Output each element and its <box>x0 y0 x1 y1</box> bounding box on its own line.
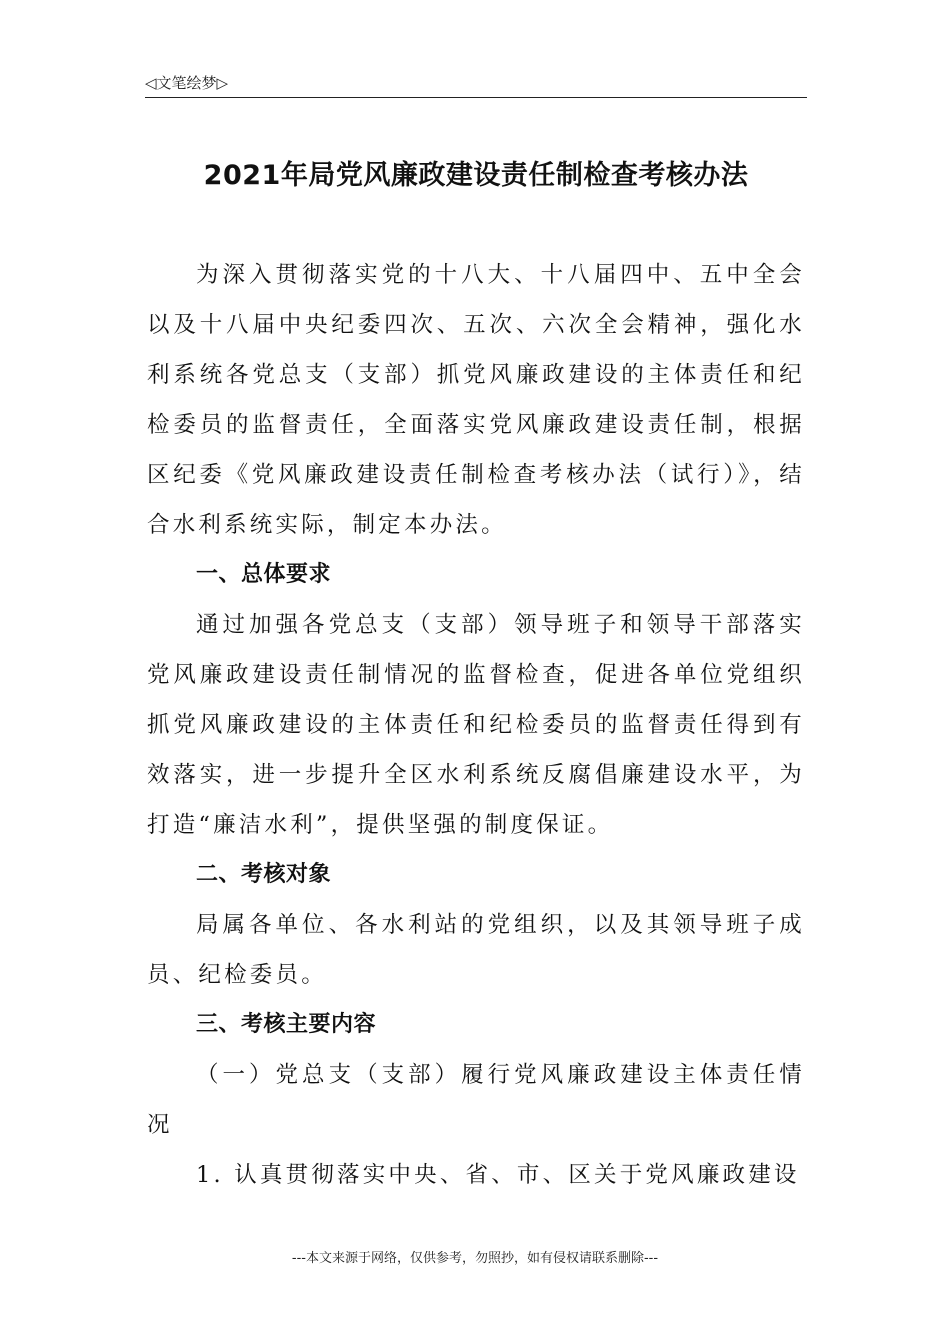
subsection-heading-party-responsibility: （一）党总支（支部）履行党风廉政建设主体责任情况 <box>147 1062 805 1138</box>
section-heading-general-requirements: 一、总体要求 <box>196 562 332 587</box>
document-title: 2021年局党风廉政建设责任制检查考核办法 <box>203 160 749 191</box>
header-divider <box>145 97 807 98</box>
assessment-targets-paragraph: 局属各单位、各水利站的党组织，以及其领导班子成员、纪检委员。 <box>147 912 805 988</box>
section-heading-main-content: 三、考核主要内容 <box>196 1012 377 1037</box>
intro-paragraph: 为深入贯彻落实党的十八大、十八届四中、五中全会以及十八届中央纪委四次、五次、六次全会精神，强化水利系统各党总支（支部）抓党风廉政建设的主体责任和纪检委员的监督责任，全面落实党风廉政建设责任制，根据区纪委《党风廉政建设责任制检查考核办法（试行）》，结合水利系统实际，制定本办法。 <box>147 262 805 538</box>
list-item-1: 1. 认真贯彻落实中央、省、市、区关于党风廉政建设 <box>196 1162 800 1188</box>
header-watermark: ◁文笔绘梦▷ <box>145 74 229 92</box>
general-requirements-paragraph: 通过加强各党总支（支部）领导班子和领导干部落实党风廉政建设责任制情况的监督检查，促进各单位党组织抓党风廉政建设的主体责任和纪检委员的监督责任得到有效落实，进一步提升全区水利系统反腐倡廉建设水平，为打造“廉洁水利”，提供坚强的制度保证。 <box>147 612 805 838</box>
section-heading-assessment-targets: 二、考核对象 <box>196 862 332 887</box>
document-body <box>147 250 805 1200</box>
footer-disclaimer: ---本文来源于网络，仅供参考，勿照抄，如有侵权请联系删除--- <box>291 1251 659 1266</box>
